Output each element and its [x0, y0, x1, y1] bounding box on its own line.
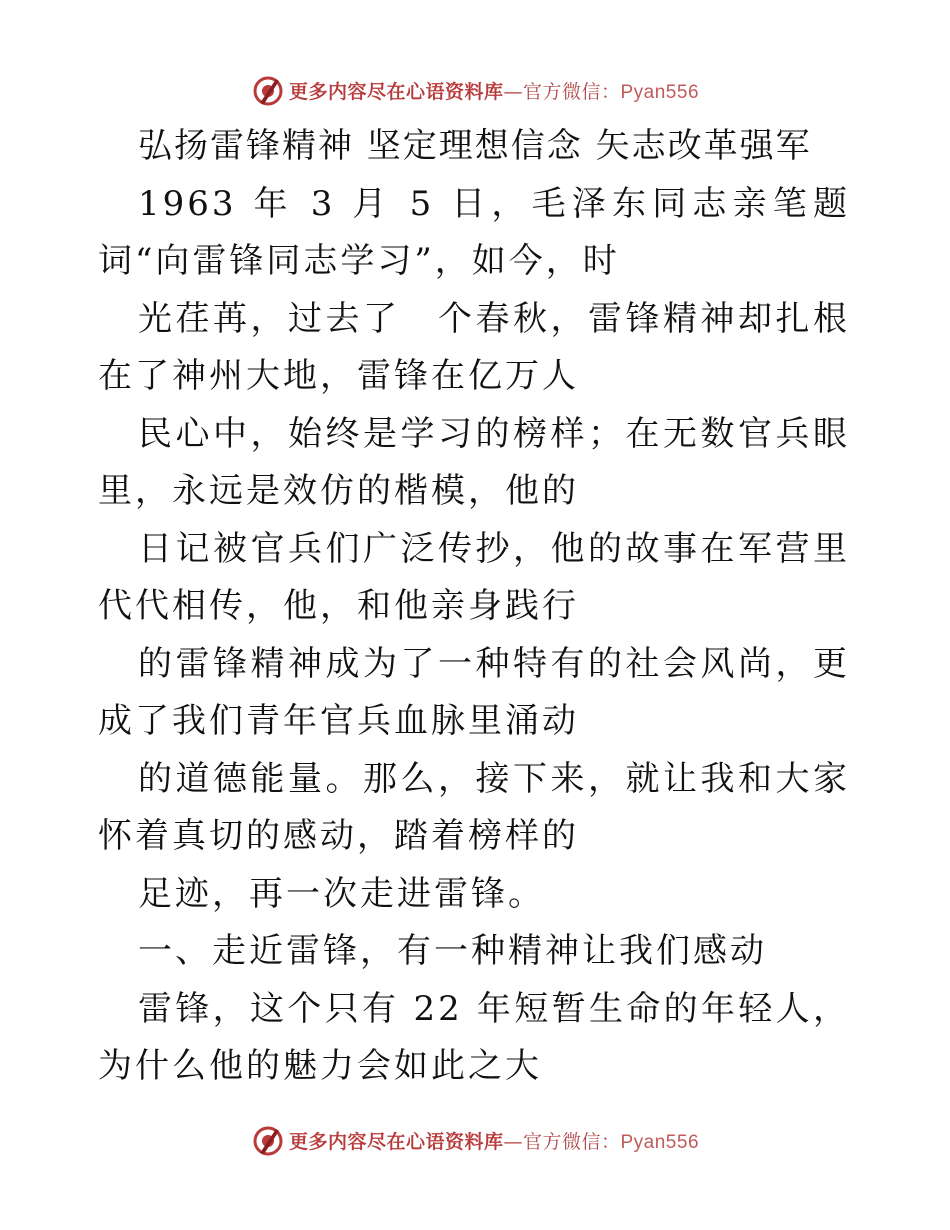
document-body — [98, 118, 850, 1096]
paragraph-6: 的道德能量。那么，接下来，就让我和大家怀着真切的感动，踏着榜样的 — [98, 758, 850, 856]
section-heading-1: 一、走近雷锋，有一种精神让我们感动 — [138, 931, 767, 971]
footer-banner-primary: 更多内容尽在心语资料库 — [288, 1130, 504, 1153]
header-banner-primary: 更多内容尽在心语资料库 — [288, 80, 504, 103]
paragraph-5: 的雷锋精神成为了一种特有的社会风尚，更成了我们青年官兵血脉里涌动 — [98, 643, 850, 741]
footer-banner — [0, 1120, 950, 1160]
paragraph-2: 光荏苒，过去了 个春秋，雷锋精神却扎根在了神州大地，雷锋在亿万人 — [98, 298, 850, 396]
quill-seal-logo-icon — [251, 73, 285, 107]
quill-seal-logo-icon — [251, 1123, 285, 1157]
header-banner — [0, 70, 950, 110]
footer-banner-dash: — — [503, 1130, 523, 1153]
document-title: 弘扬雷锋精神 坚定理想信念 矢志改革强军 — [138, 126, 812, 166]
header-banner-dash: — — [503, 80, 523, 103]
header-banner-text — [289, 77, 699, 104]
paragraph-4: 日记被官兵们广泛传抄，他的故事在军营里代代相传，他，和他亲身践行 — [98, 528, 850, 626]
footer-banner-secondary: 官方微信： — [522, 1130, 621, 1153]
paragraph-8: 雷锋，这个只有 22 年短暂生命的年轻人，为什么他的魅力会如此之大 — [98, 988, 850, 1086]
paragraph-7: 足迹，再一次走进雷锋。 — [138, 873, 545, 914]
paragraph-3: 民心中，始终是学习的榜样；在无数官兵眼里，永远是效仿的楷模，他的 — [98, 413, 850, 511]
header-banner-secondary: 官方微信： — [522, 80, 621, 103]
paragraph-1: 1963 年 3 月 5 日，毛泽东同志亲笔题词“向雷锋同志学习”，如今，时 — [98, 183, 850, 281]
header-banner-wechat-id: Pyan556 — [620, 81, 700, 103]
footer-banner-text — [289, 1127, 699, 1154]
footer-banner-wechat-id: Pyan556 — [620, 1131, 700, 1153]
